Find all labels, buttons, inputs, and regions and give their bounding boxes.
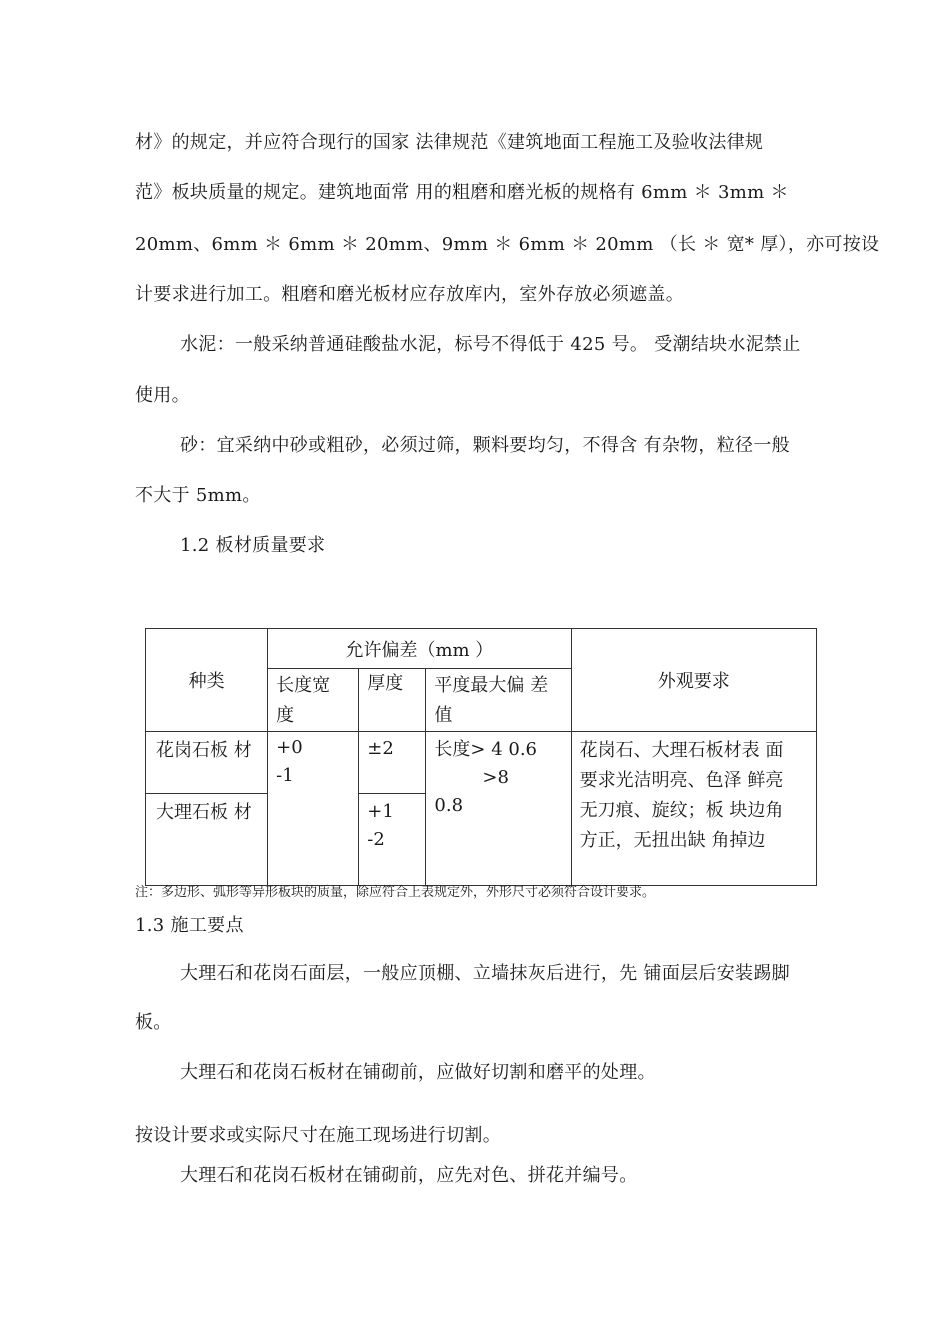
header-kind: 种类 — [146, 629, 268, 732]
header-flatness: 平度最大偏 差 值 — [426, 669, 571, 732]
header-thickness: 厚度 — [359, 669, 426, 732]
body-text-line: 水泥：一般采纳普通硅酸盐水泥，标号不得低于 425 号。 受潮结块水泥禁止 — [180, 334, 801, 355]
body-text-line: 砂：宜采纳中砂或粗砂，必须过筛，颗料要均匀，不得含 有杂物，粒径一般 — [180, 435, 790, 456]
quality-table — [145, 628, 817, 886]
appearance-cell: 花岗石、大理石板材表 面 要求光洁明亮、色泽 鲜亮 无刀痕、旋纹；板 块边角 方正，无扭出缺 角掉边 — [571, 732, 816, 886]
granite-thickness-cell: ±2 — [359, 732, 426, 794]
header-appearance: 外观要求 — [571, 629, 816, 732]
body-text-line: 使用。 — [135, 385, 190, 406]
body-text-line: 按设计要求或实际尺寸在施工现场进行切割。 — [135, 1125, 501, 1146]
row-marble-kind: 大理石板 材 — [146, 794, 268, 886]
header-length-width: 长度宽 度 — [268, 669, 359, 732]
section-heading: 1.3 施工要点 — [135, 915, 244, 936]
body-text-line: 板。 — [135, 1012, 172, 1033]
body-text-line: 不大于 5mm。 — [135, 485, 261, 506]
body-text-line: 20mm、6mm ＊ 6mm ＊ 20mm、9mm ＊ 6mm ＊ 20mm （长 ＊ 宽* 厚），亦可按设 — [135, 234, 880, 255]
body-text-line: 计要求进行加工。粗磨和磨光板材应存放库内，室外存放必须遮盖。 — [135, 284, 684, 305]
table-note: 注：多边形、弧形等异形板块的质量，除应符合上表规定外，外形尺寸必须符合设计要求。 — [135, 885, 656, 900]
body-text-line: 大理石和花岗石板材在铺砌前，应先对色、拼花并编号。 — [180, 1165, 638, 1186]
row-granite-kind: 花岗石板 材 — [146, 732, 268, 794]
body-text-line: 大理石和花岗石板材在铺砌前，应做好切割和磨平的处理。 — [180, 1062, 656, 1083]
body-text-line: 材》的规定，并应符合现行的国家 法律规范《建筑地面工程施工及验收法律规 — [135, 132, 764, 153]
header-tolerance: 允许偏差（mm ） — [268, 629, 571, 669]
flatness-cell: 长度> 4 0.6 >8 0.8 — [426, 732, 571, 886]
section-heading: 1.2 板材质量要求 — [180, 535, 326, 556]
marble-thickness-cell: +1 -2 — [359, 794, 426, 886]
length-tolerance-cell: +0 -1 — [268, 732, 359, 886]
body-text-line: 范》板块质量的规定。建筑地面常 用的粗磨和磨光板的规格有 6mm ＊ 3mm ＊ — [135, 182, 789, 203]
body-text-line: 大理石和花岗石面层，一般应顶棚、立墙抹灰后进行，先 铺面层后安装踢脚 — [180, 963, 790, 984]
